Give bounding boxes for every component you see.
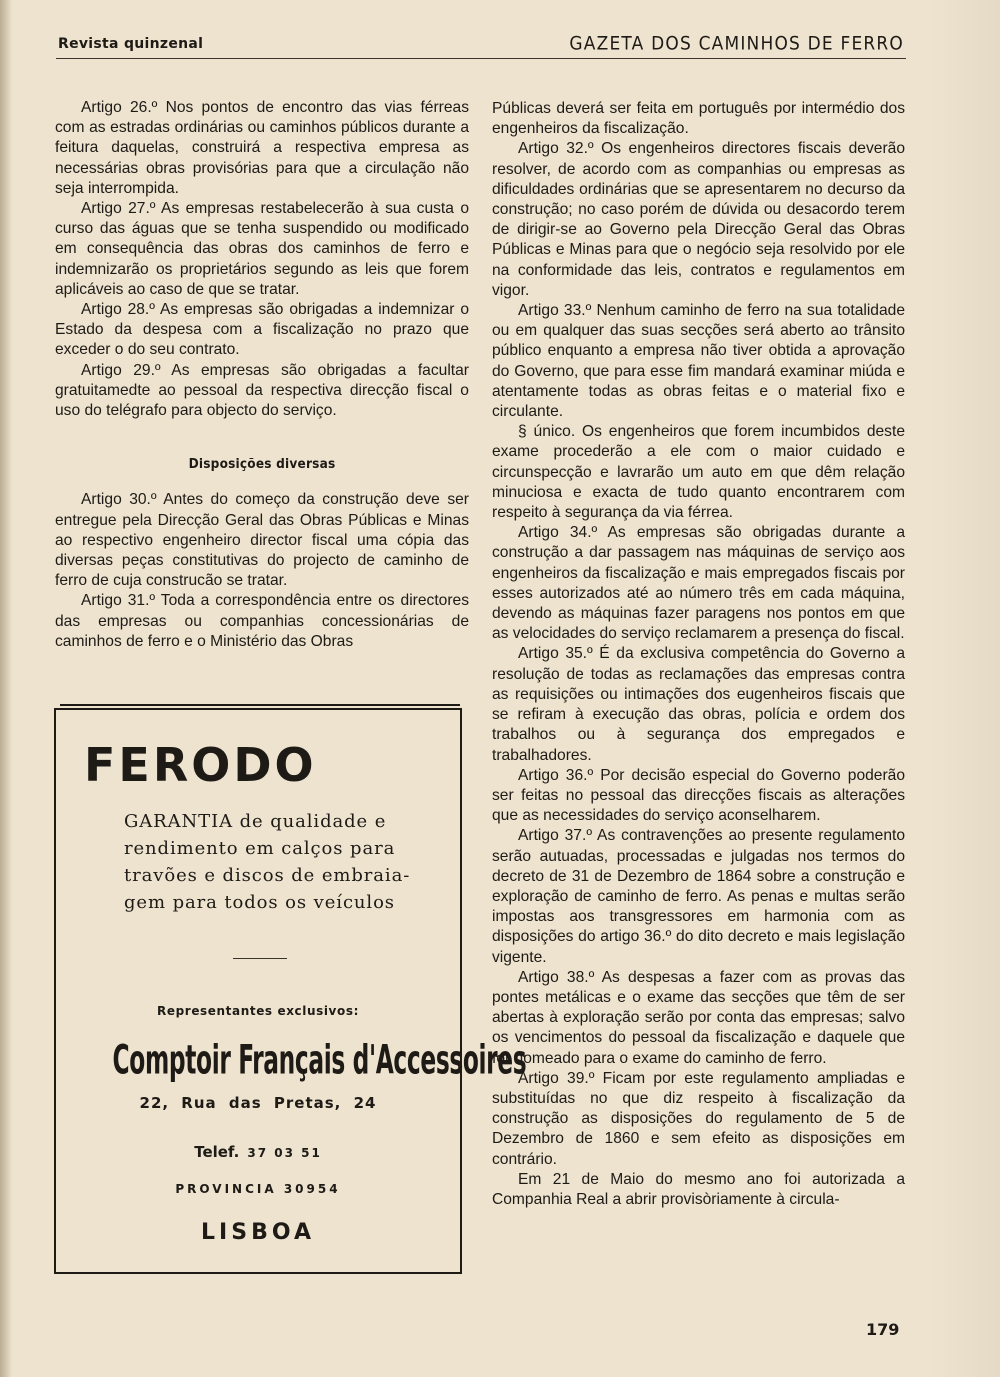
header-rule [56, 58, 906, 59]
article-27: Artigo 27.º As empresas restabelecerão à sua custa o curso das águas que se tenha suspendido ou modificado em consequência das obras dos caminhos de ferro e indemnizarão os proprietários segundo as leis que forem aplicáveis ao caso de que se tratar. [55, 200, 469, 298]
page-binding-shadow [0, 0, 12, 1377]
article-30: Artigo 30.º Antes do começo da construção deve ser entregue pela Direcção Geral das Obras Públicas e Minas ao respectivo engenheiro director fiscal uma cópia das diversas peças constitutivas do projecto de caminho de ferro de cuja construcão se tratar. [55, 491, 469, 590]
advertisement-brand: FERODO [84, 738, 317, 792]
right-column [492, 99, 905, 1210]
article-35: Artigo 35.º É da exclusiva competência do Governo a resolução de todas as reclamações das empresas contra as requisições ou intimações dos eugenheiros fiscais que se refiram à execução das obras, polícia e ordem dos trabalhos ou à segurança dos empregados e trabalhadores. [492, 645, 905, 764]
article-33-paragraph-unico: § único. Os engenheiros que forem incumbidos deste exame procederão a ele com o maior cuidado e circunspecção e lavrarão um auto em que dêm relação minuciosa e exacta de tudo quanto encontrarem com respeito à segurança da via férrea. [492, 423, 905, 522]
article-32: Artigo 32.º Os engenheiros directores fiscais deverão resolver, de acordo com as companhias ou empresas as dificuldades ordinárias que se apresentarem no decurso da construção; no caso porém de dúvida ou desacordo terem de dirigir-se ao Governo pela Direcção Geral das Obras Públicas e Minas para que o negócio seja resolvido por ele na conformidade das leis, contratos e regulamentos em vigor. [492, 140, 905, 299]
advertisement-city: LISBOA [201, 1220, 315, 1245]
advertisement-address: 22, Rua das Pretas, 24 [139, 1094, 377, 1112]
article-34: Artigo 34.º As empresas são obrigadas durante a construção a dar passagem nas máquinas de serviço aos engenheiros da fiscalização e mais empregados fiscais por esses autorizados até ao número três em cada máquina, devendo as máquinas fazer paragens nos pontos em que as velocidades do serviço reclamarem a presença do fiscal. [492, 524, 905, 643]
advertisement-body [124, 808, 414, 916]
advertisement-provincia: PROVINCIA 30954 [175, 1182, 341, 1196]
advertisement-representatives-label: Representantes exclusivos: [157, 1004, 359, 1018]
advertisement-body-line: travões e discos de embraia- [124, 865, 411, 886]
advertisement-body-line: rendimento em calços para [124, 838, 396, 859]
article-38: Artigo 38.º As despesas a fazer com as provas das pontes metálicas e o exame das secções que têm de ser abertas à exploração serão por conta das empresas; salvo os vencimentos do pessoal da fiscalização e daquele que for nomeado para o exame do caminho de ferro. [492, 968, 905, 1067]
advertisement-phone-number: 37 03 51 [247, 1146, 322, 1160]
advertisement-phone [56, 1142, 460, 1161]
advertisement-top-rule [60, 704, 460, 706]
page-edge-shadow [930, 0, 1000, 1377]
article-36: Artigo 36.º Por decisão especial do Governo poderão ser feitas no pessoal das direcções fiscais as alterações que as necessidades do serviço aconselharem. [492, 766, 905, 825]
closing-paragraph: Em 21 de Maio do mesmo ano foi autorizada a Companhia Real a abrir provisòriamente à circula- [492, 1170, 905, 1208]
article-31-continuation: Públicas deverá ser feita em português por intermédio dos engenheiros da fiscalização. [492, 100, 905, 138]
running-header-left: Revista quinzenal [58, 36, 204, 52]
advertisement-box [54, 708, 527, 1274]
article-26: Artigo 26.º Nos pontos de encontro das vias férreas com as estradas ordinárias ou caminhos públicos durante a feitura daquelas, construirá a respectiva empresa as necessárias obras provisórias para que a circulação não seja interrompida. [55, 99, 469, 197]
page-number: 179 [866, 1320, 900, 1339]
article-37: Artigo 37.º As contravenções ao presente regulamento serão autuadas, processadas e julgadas nos termos do decreto de 31 de Dezembro de 1864 sobre a construção e exploração de caminho de ferro. As penas e multas serão impostas aos transgressores em harmonia com as disposições do artigo 36.º do dito decreto e mais legislação vigente. [492, 827, 905, 966]
article-29: Artigo 29.º As empresas são obrigadas a facultar gratuitamedte ao pessoal da respectiva direcção fiscal o uso do telégrafo para objecto do serviço. [55, 361, 469, 420]
article-28: Artigo 28.º As empresas são obrigadas a indemnizar o Estado da despesa com a fiscalização no prazo que exceder o do seu contrato. [55, 301, 469, 359]
advertisement-body-line: gem para todos os veículos [124, 892, 395, 913]
advertisement-body-line: GARANTIA de qualidade e [124, 811, 387, 832]
article-31: Artigo 31.º Toda a correspondência entre os directores das empresas ou companhias concessionárias de caminhos de ferro e o Ministério das Obras [55, 592, 469, 650]
advertisement-divider [233, 958, 287, 959]
running-header-right: GAZETA DOS CAMINHOS DE FERRO [569, 33, 904, 55]
article-33: Artigo 33.º Nenhum caminho de ferro na sua totalidade ou em qualquer das suas secções será aberto ao trânsito público enquanto a empresa não tiver obtida a aprovação do Governo, que para esse fim mandará examinar miúda e atentamente todas as obras feitas e o material fixo e circulante. [492, 302, 905, 421]
advertisement-company: Comptoir Français d'Accessoires [112, 1037, 527, 1084]
left-column [55, 98, 469, 652]
article-39: Artigo 39.º Ficam por este regulamento ampliadas e substituídas no que diz respeito à fiscalização da construção as disposições do regulamento de 5 de Dezembro de 1860 e sem efeito as disposições em contrário. [492, 1069, 905, 1168]
advertisement-phone-label: Telef. [194, 1143, 240, 1161]
section-heading: Disposições diversas [188, 456, 336, 473]
